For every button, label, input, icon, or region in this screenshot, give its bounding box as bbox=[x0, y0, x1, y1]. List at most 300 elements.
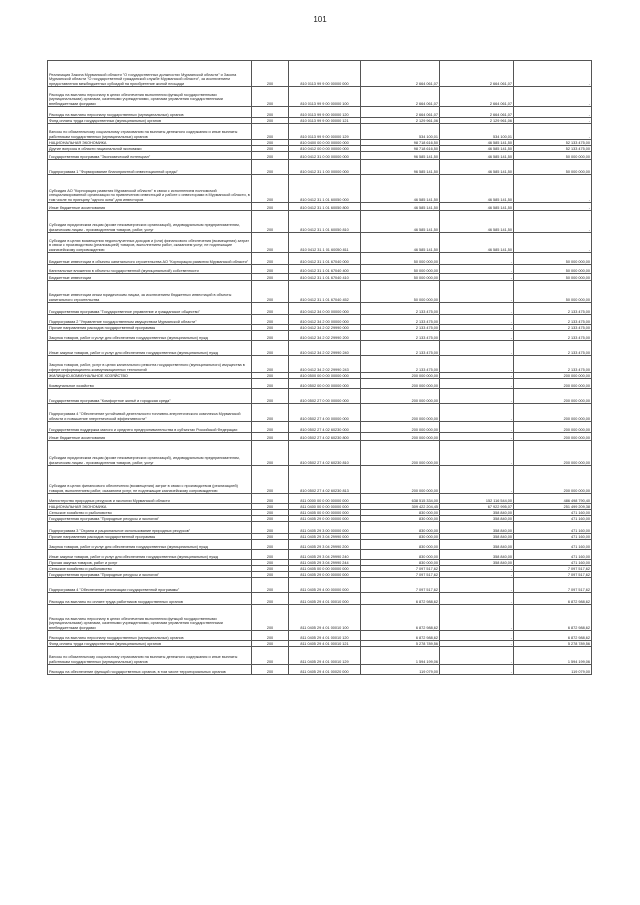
row-code-cell: 811 0400 00 0 00 00000 000 bbox=[289, 504, 361, 510]
row-sum-1-cell: 830 000,00 bbox=[361, 540, 440, 550]
row-sum-2-cell: - bbox=[440, 356, 514, 373]
row-name-cell: Подпрограмма 4 "Обеспечение реализации государственной программы" bbox=[48, 578, 252, 593]
row-ved-cell: 200 bbox=[252, 504, 289, 510]
row-code-cell: 810 0412 31 1 01 60050 810 bbox=[289, 211, 361, 233]
row-sum-2-cell: 358 840,00 bbox=[440, 522, 514, 534]
row-sum-2-cell: - bbox=[440, 466, 514, 494]
row-code-cell: 811 0405 29 3 04 29990 244 bbox=[289, 560, 361, 566]
row-sum-2-cell: 358 840,00 bbox=[440, 550, 514, 560]
row-code-cell: 810 0113 99 9 00 00000 129 bbox=[289, 124, 361, 140]
row-code-cell: 810 0502 27 4 02 60230 813 bbox=[289, 466, 361, 494]
row-ved-cell: 200 bbox=[252, 107, 289, 118]
row-code-cell: 810 0400 00 0 00 00000 000 bbox=[289, 140, 361, 146]
row-sum-1-cell: 50 000 000,00 bbox=[361, 265, 440, 274]
row-sum-2-cell: 46 585 141,50 bbox=[440, 146, 514, 152]
row-sum-1-cell: 830 000,00 bbox=[361, 510, 440, 516]
row-sum-3-cell: - bbox=[514, 87, 592, 107]
row-ved-cell: 200 bbox=[252, 140, 289, 146]
table-row bbox=[48, 265, 592, 274]
row-code-cell: 810 0412 31 1 01 67040 452 bbox=[289, 281, 361, 303]
table-row bbox=[48, 203, 592, 211]
table-row bbox=[48, 593, 592, 605]
table-row bbox=[48, 631, 592, 641]
row-sum-2-cell: - bbox=[440, 281, 514, 303]
row-ved-cell: 200 bbox=[252, 175, 289, 203]
row-ved-cell: 200 bbox=[252, 572, 289, 578]
row-sum-1-cell: 830 000,00 bbox=[361, 534, 440, 540]
row-code-cell: 810 0502 27 0 00 00000 000 bbox=[289, 389, 361, 404]
row-sum-2-cell: - bbox=[440, 593, 514, 605]
row-sum-2-cell: - bbox=[440, 605, 514, 631]
row-ved-cell: 200 bbox=[252, 433, 289, 441]
row-ved-cell: 200 bbox=[252, 274, 289, 281]
row-name-cell: Подпрограмма 4 "Обеспечение устойчивой деятельности топливно-энергетического комплекса Мурманской области и повышение энергетической эффективности" bbox=[48, 404, 252, 422]
budget-table bbox=[47, 60, 592, 675]
row-sum-2-cell: - bbox=[440, 315, 514, 325]
row-sum-2-cell: 46 585 141,50 bbox=[440, 160, 514, 175]
row-code-cell: 810 0113 99 9 00 00000 120 bbox=[289, 107, 361, 118]
row-sum-2-cell: - bbox=[440, 641, 514, 647]
row-code-cell: 810 0113 99 9 00 00000 000 bbox=[289, 61, 361, 87]
row-ved-cell: 200 bbox=[252, 631, 289, 641]
row-code-cell: 810 0412 31 1 01 60050 000 bbox=[289, 175, 361, 203]
row-sum-2-cell: - bbox=[440, 331, 514, 341]
table-row bbox=[48, 665, 592, 675]
row-sum-1-cell: 50 000 000,00 bbox=[361, 253, 440, 265]
table-row bbox=[48, 605, 592, 631]
row-sum-1-cell: 830 000,00 bbox=[361, 516, 440, 522]
row-name-cell: Подпрограмма 2 "Управление государственным имуществом Мурманской области" bbox=[48, 315, 252, 325]
row-name-cell: Фонд оплаты труда государственных (муниципальных) органов bbox=[48, 641, 252, 647]
row-sum-2-cell: - bbox=[440, 404, 514, 422]
table-row bbox=[48, 422, 592, 433]
row-sum-2-cell: - bbox=[440, 441, 514, 466]
row-sum-2-cell: - bbox=[440, 647, 514, 665]
row-sum-3-cell: 2 133 475,00 bbox=[514, 315, 592, 325]
row-sum-3-cell: 200 000 000,00 bbox=[514, 379, 592, 389]
row-sum-3-cell: 7 097 517,62 bbox=[514, 572, 592, 578]
table-row bbox=[48, 341, 592, 356]
row-code-cell: 810 0113 99 9 00 00000 100 bbox=[289, 87, 361, 107]
row-sum-3-cell: 1 594 199,06 bbox=[514, 647, 592, 665]
row-ved-cell: 200 bbox=[252, 466, 289, 494]
row-name-cell: Иные закупки товаров, работ и услуг для обеспечения государственных (муниципальных) нужд bbox=[48, 341, 252, 356]
row-sum-1-cell: 5 278 789,56 bbox=[361, 641, 440, 647]
row-code-cell: 811 0405 29 3 04 29990 200 bbox=[289, 540, 361, 550]
row-name-cell: Расходы на выплаты персоналу в целях обеспечения выполнения функций государственными (муниципальными) органами, казенными учреждениями, органами управления государственными внебюджетными фондами bbox=[48, 605, 252, 631]
row-sum-3-cell: 50 000 000,00 bbox=[514, 152, 592, 160]
row-code-cell: 811 0405 29 4 01 00010 120 bbox=[289, 631, 361, 641]
table-row bbox=[48, 494, 592, 504]
row-sum-3-cell: 471 160,00 bbox=[514, 516, 592, 522]
row-sum-2-cell: - bbox=[440, 325, 514, 331]
table-row bbox=[48, 87, 592, 107]
row-code-cell: 810 0502 27 4 02 60230 800 bbox=[289, 433, 361, 441]
table-row bbox=[48, 175, 592, 203]
row-sum-2-cell: - bbox=[440, 274, 514, 281]
row-sum-1-cell: 98 718 616,50 bbox=[361, 146, 440, 152]
table-row bbox=[48, 253, 592, 265]
row-sum-1-cell: 830 000,00 bbox=[361, 560, 440, 566]
row-name-cell: Прочие направления расходов государственной программы bbox=[48, 534, 252, 540]
row-sum-2-cell: 46 585 141,50 bbox=[440, 152, 514, 160]
table-row bbox=[48, 152, 592, 160]
row-sum-3-cell: 6 872 988,62 bbox=[514, 631, 592, 641]
row-name-cell: Прочие направления расходов государственной программы bbox=[48, 325, 252, 331]
row-sum-1-cell: 46 585 141,50 bbox=[361, 203, 440, 211]
row-sum-3-cell: 119 079,00 bbox=[514, 665, 592, 675]
row-ved-cell: 200 bbox=[252, 203, 289, 211]
row-ved-cell: 200 bbox=[252, 211, 289, 233]
row-sum-1-cell: 2 664 061,07 bbox=[361, 61, 440, 87]
row-sum-3-cell: 2 133 475,00 bbox=[514, 331, 592, 341]
row-sum-3-cell: 471 160,00 bbox=[514, 510, 592, 516]
row-ved-cell: 200 bbox=[252, 315, 289, 325]
row-sum-3-cell: - bbox=[514, 118, 592, 124]
row-ved-cell: 200 bbox=[252, 578, 289, 593]
row-sum-3-cell: 471 160,00 bbox=[514, 560, 592, 566]
row-name-cell: Расходы на выплаты по оплате труда работников государственных органов bbox=[48, 593, 252, 605]
table-row bbox=[48, 356, 592, 373]
row-sum-2-cell: 67 922 995,07 bbox=[440, 504, 514, 510]
row-sum-2-cell: 534 100,01 bbox=[440, 124, 514, 140]
row-code-cell: 811 0405 00 0 00 00000 000 bbox=[289, 566, 361, 572]
row-sum-2-cell: - bbox=[440, 665, 514, 675]
row-sum-1-cell: 2 133 475,00 bbox=[361, 315, 440, 325]
row-code-cell: 810 0502 00 0 00 00000 000 bbox=[289, 379, 361, 389]
row-code-cell: 811 0405 00 0 00 00000 000 bbox=[289, 510, 361, 516]
row-name-cell: Прочая закупка товаров, работ и услуг bbox=[48, 560, 252, 566]
row-code-cell: 811 0405 29 0 00 00000 000 bbox=[289, 516, 361, 522]
table-row bbox=[48, 534, 592, 540]
row-sum-2-cell: - bbox=[440, 303, 514, 315]
row-sum-1-cell: 7 097 517,62 bbox=[361, 566, 440, 572]
row-sum-2-cell: 2 664 061,07 bbox=[440, 87, 514, 107]
row-sum-3-cell: 50 000 000,00 bbox=[514, 160, 592, 175]
row-sum-3-cell: - bbox=[514, 233, 592, 253]
row-name-cell: Взносы по обязательному социальному страхованию на выплаты денежного содержания и иные выплаты работникам государственных (муниципальных) органов bbox=[48, 124, 252, 140]
row-sum-2-cell: - bbox=[440, 422, 514, 433]
row-ved-cell: 200 bbox=[252, 152, 289, 160]
row-ved-cell: 200 bbox=[252, 593, 289, 605]
row-sum-2-cell: 2 664 061,07 bbox=[440, 61, 514, 87]
table-row bbox=[48, 118, 592, 124]
row-sum-1-cell: 50 000 000,00 bbox=[361, 281, 440, 303]
row-ved-cell: 200 bbox=[252, 356, 289, 373]
row-ved-cell: 200 bbox=[252, 265, 289, 274]
row-sum-2-cell: - bbox=[440, 566, 514, 572]
row-name-cell: Подпрограмма 3 "Охрана и рациональное использование природных ресурсов" bbox=[48, 522, 252, 534]
row-ved-cell: 200 bbox=[252, 647, 289, 665]
table-row bbox=[48, 522, 592, 534]
row-sum-3-cell: 7 097 517,62 bbox=[514, 578, 592, 593]
row-sum-3-cell: 2 133 475,00 bbox=[514, 356, 592, 373]
page-number: 101 bbox=[313, 15, 327, 24]
row-sum-3-cell: 2 133 475,00 bbox=[514, 325, 592, 331]
row-name-cell: Субсидии в целях финансового обеспечения (возмещения) затрат в связи с производством (реализацией) товаров, выполнением работ, оказанием услуг, не подлежащие казначейскому сопровождению bbox=[48, 466, 252, 494]
table-row bbox=[48, 404, 592, 422]
row-code-cell: 810 0502 27 4 02 60230 810 bbox=[289, 441, 361, 466]
row-name-cell: Бюджетные инвестиции иным юридическим лицам, за исключением бюджетных инвестиций в объекты капитального строительства bbox=[48, 281, 252, 303]
row-name-cell: Сельское хозяйство и рыболовство bbox=[48, 566, 252, 572]
row-sum-2-cell: 46 585 141,50 bbox=[440, 175, 514, 203]
row-sum-3-cell: 52 133 475,00 bbox=[514, 140, 592, 146]
table-row bbox=[48, 303, 592, 315]
row-sum-3-cell: 5 278 789,56 bbox=[514, 641, 592, 647]
row-name-cell: Бюджетные инвестиции в объекты капитального строительства АО "Корпорация развития Мурманской области" bbox=[48, 253, 252, 265]
row-sum-2-cell: 152 116 544,00 bbox=[440, 494, 514, 504]
row-sum-1-cell: 2 133 475,00 bbox=[361, 325, 440, 331]
row-sum-1-cell: 119 079,00 bbox=[361, 665, 440, 675]
row-sum-2-cell: - bbox=[440, 373, 514, 379]
row-ved-cell: 200 bbox=[252, 641, 289, 647]
row-name-cell: Бюджетные инвестиции bbox=[48, 274, 252, 281]
row-sum-3-cell: 200 000 000,00 bbox=[514, 373, 592, 379]
row-sum-3-cell: 200 000 000,00 bbox=[514, 466, 592, 494]
row-sum-1-cell: 2 133 475,00 bbox=[361, 331, 440, 341]
table-row bbox=[48, 540, 592, 550]
row-code-cell: 810 0412 31 1 01 60050 800 bbox=[289, 203, 361, 211]
row-ved-cell: 200 bbox=[252, 331, 289, 341]
table-row bbox=[48, 124, 592, 140]
row-sum-1-cell: 96 585 141,50 bbox=[361, 160, 440, 175]
row-ved-cell: 200 bbox=[252, 281, 289, 303]
row-name-cell: Другие вопросы в области национальной экономики bbox=[48, 146, 252, 152]
row-sum-1-cell: 2 133 475,00 bbox=[361, 303, 440, 315]
row-sum-3-cell: 50 000 000,00 bbox=[514, 274, 592, 281]
row-sum-1-cell: 6 872 988,62 bbox=[361, 593, 440, 605]
row-name-cell: Государственная программа "Природные ресурсы и экология" bbox=[48, 516, 252, 522]
row-ved-cell: 200 bbox=[252, 61, 289, 87]
table-row bbox=[48, 550, 592, 560]
row-ved-cell: 200 bbox=[252, 87, 289, 107]
row-name-cell: Реализация Закона Мурманской области "О государственных должностях Мурманской области" и Закона Мурманской области "О государственной гражданской службе Мурманской области", за исключением предоставления межбюджетных субсидий на приобретение жилой площади bbox=[48, 61, 252, 87]
row-name-cell: Государственная программа "Экономический потенциал" bbox=[48, 152, 252, 160]
row-sum-3-cell: - bbox=[514, 124, 592, 140]
table-row bbox=[48, 211, 592, 233]
row-sum-3-cell: 2 133 475,00 bbox=[514, 303, 592, 315]
row-code-cell: 810 0412 00 0 00 00000 000 bbox=[289, 146, 361, 152]
row-sum-1-cell: 2 129 961,06 bbox=[361, 118, 440, 124]
row-code-cell: 811 0405 29 3 04 29990 000 bbox=[289, 534, 361, 540]
row-sum-2-cell: - bbox=[440, 631, 514, 641]
row-sum-1-cell: 6 872 988,62 bbox=[361, 631, 440, 641]
row-code-cell: 810 0412 34 2 02 29990 240 bbox=[289, 341, 361, 356]
table-row bbox=[48, 61, 592, 87]
row-name-cell: Фонд оплаты труда государственных (муниципальных) органов bbox=[48, 118, 252, 124]
row-sum-1-cell: 200 000 000,00 bbox=[361, 433, 440, 441]
row-sum-1-cell: 98 718 616,50 bbox=[361, 140, 440, 146]
row-sum-1-cell: 6 872 988,62 bbox=[361, 605, 440, 631]
row-sum-3-cell: 200 000 000,00 bbox=[514, 389, 592, 404]
row-sum-1-cell: 2 664 061,07 bbox=[361, 87, 440, 107]
row-sum-2-cell: - bbox=[440, 389, 514, 404]
table-row bbox=[48, 647, 592, 665]
row-sum-2-cell: - bbox=[440, 578, 514, 593]
row-name-cell: Субсидии в целях возмещения недополученных доходов и (или) финансового обеспечения (возмещения) затрат в связи с производством (реализацией) товаров, выполнением работ, оказанием услуг, не подлежащие казначейскому сопровождению bbox=[48, 233, 252, 253]
row-sum-2-cell: - bbox=[440, 253, 514, 265]
row-name-cell: Государственная программа "Природные ресурсы и экология" bbox=[48, 572, 252, 578]
row-name-cell: Закупка товаров, работ, услуг в целях капитального ремонта государственного (муниципального) имущества в сфере информационно-коммуникационных технологий bbox=[48, 356, 252, 373]
row-sum-1-cell: 7 097 517,62 bbox=[361, 578, 440, 593]
row-sum-2-cell: 358 840,00 bbox=[440, 534, 514, 540]
row-name-cell: Расходы на обеспечение функций государственных органов, в том числе территориальных органов bbox=[48, 665, 252, 675]
row-code-cell: 810 0412 34 2 02 29990 000 bbox=[289, 325, 361, 331]
row-sum-1-cell: 830 000,00 bbox=[361, 522, 440, 534]
row-code-cell: 810 0500 00 0 00 00000 000 bbox=[289, 373, 361, 379]
row-sum-2-cell: 46 585 141,50 bbox=[440, 211, 514, 233]
row-code-cell: 810 0412 34 2 02 29990 243 bbox=[289, 356, 361, 373]
row-ved-cell: 200 bbox=[252, 325, 289, 331]
row-name-cell: НАЦИОНАЛЬНАЯ ЭКОНОМИКА bbox=[48, 140, 252, 146]
row-sum-3-cell: 251 499 209,38 bbox=[514, 504, 592, 510]
table-row bbox=[48, 433, 592, 441]
row-code-cell: 811 0405 29 4 00 00000 000 bbox=[289, 578, 361, 593]
row-ved-cell: 200 bbox=[252, 373, 289, 379]
row-sum-2-cell: - bbox=[440, 341, 514, 356]
row-name-cell: Иные бюджетные ассигнования bbox=[48, 433, 252, 441]
row-sum-1-cell: 200 000 000,00 bbox=[361, 389, 440, 404]
row-sum-3-cell: 6 872 988,62 bbox=[514, 593, 592, 605]
row-sum-2-cell: - bbox=[440, 572, 514, 578]
row-ved-cell: 200 bbox=[252, 494, 289, 504]
table-row bbox=[48, 146, 592, 152]
row-sum-3-cell: 471 160,00 bbox=[514, 522, 592, 534]
row-name-cell: Расходы на выплаты персоналу государственных (муниципальных) органов bbox=[48, 107, 252, 118]
row-name-cell: Иные закупки товаров, работ и услуг для обеспечения государственных (муниципальных) нужд bbox=[48, 550, 252, 560]
row-code-cell: 811 0405 29 3 00 00000 000 bbox=[289, 522, 361, 534]
row-name-cell: НАЦИОНАЛЬНАЯ ЭКОНОМИКА bbox=[48, 504, 252, 510]
row-code-cell: 811 0405 29 4 01 00020 000 bbox=[289, 665, 361, 675]
row-sum-3-cell: 50 000 000,00 bbox=[514, 265, 592, 274]
table-row bbox=[48, 389, 592, 404]
table-row bbox=[48, 466, 592, 494]
row-sum-1-cell: 46 585 141,50 bbox=[361, 211, 440, 233]
row-ved-cell: 200 bbox=[252, 560, 289, 566]
row-sum-1-cell: 96 585 141,50 bbox=[361, 152, 440, 160]
row-sum-1-cell: 830 000,00 bbox=[361, 550, 440, 560]
row-sum-3-cell: 471 160,00 bbox=[514, 540, 592, 550]
row-code-cell: 810 0412 31 1 00 00000 000 bbox=[289, 160, 361, 175]
table-row bbox=[48, 315, 592, 325]
row-sum-3-cell: 200 000 000,00 bbox=[514, 433, 592, 441]
row-sum-1-cell: 46 585 141,50 bbox=[361, 175, 440, 203]
row-sum-3-cell: 486 498 790,40 bbox=[514, 494, 592, 504]
row-sum-1-cell: 200 000 000,00 bbox=[361, 373, 440, 379]
row-ved-cell: 200 bbox=[252, 124, 289, 140]
row-sum-3-cell: 52 133 475,00 bbox=[514, 146, 592, 152]
row-ved-cell: 200 bbox=[252, 540, 289, 550]
row-code-cell: 810 0412 34 2 02 29990 200 bbox=[289, 331, 361, 341]
row-sum-2-cell: 2 129 961,06 bbox=[440, 118, 514, 124]
row-name-cell: Подпрограмма 1 "Формирование благоприятной инвестиционной среды" bbox=[48, 160, 252, 175]
row-sum-3-cell: 200 000 000,00 bbox=[514, 422, 592, 433]
row-sum-1-cell: 200 000 000,00 bbox=[361, 379, 440, 389]
row-sum-3-cell: 200 000 000,00 bbox=[514, 441, 592, 466]
row-ved-cell: 200 bbox=[252, 389, 289, 404]
row-code-cell: 810 0412 34 0 00 00000 000 bbox=[289, 303, 361, 315]
table-row bbox=[48, 274, 592, 281]
row-code-cell: 811 0405 29 4 01 00010 100 bbox=[289, 605, 361, 631]
row-name-cell: Министерство природных ресурсов и экологии Мурманской области bbox=[48, 494, 252, 504]
row-ved-cell: 200 bbox=[252, 510, 289, 516]
row-sum-3-cell: 50 000 000,00 bbox=[514, 281, 592, 303]
row-name-cell: Субсидия АО "Корпорация развития Мурманской области" в связи с исполнением полномочий специализированной организации по привлечению инвестиций и работе с инвесторами в Мурманской области, в том числе по принципу "одного окна" для инвесторов bbox=[48, 175, 252, 203]
row-sum-2-cell: 2 664 061,07 bbox=[440, 107, 514, 118]
row-sum-2-cell: - bbox=[440, 433, 514, 441]
row-ved-cell: 200 bbox=[252, 341, 289, 356]
row-sum-1-cell: 638 515 334,00 bbox=[361, 494, 440, 504]
row-code-cell: 810 0412 31 1 01 67040 400 bbox=[289, 265, 361, 274]
row-ved-cell: 200 bbox=[252, 118, 289, 124]
row-sum-1-cell: 2 664 061,07 bbox=[361, 107, 440, 118]
row-name-cell: Расходы на выплаты персоналу в целях обеспечения выполнения функций государственными (муниципальными) органами, казенными учреждениями, органами управления государственными внебюджетными фондами bbox=[48, 87, 252, 107]
row-name-cell: Коммунальное хозяйство bbox=[48, 379, 252, 389]
table-row bbox=[48, 160, 592, 175]
row-name-cell: Расходы на выплаты персоналу государственных (муниципальных) органов bbox=[48, 631, 252, 641]
row-code-cell: 810 0113 99 9 00 00000 121 bbox=[289, 118, 361, 124]
table-row bbox=[48, 379, 592, 389]
row-name-cell: ЖИЛИЩНО-КОММУНАЛЬНОЕ ХОЗЯЙСТВО bbox=[48, 373, 252, 379]
row-sum-1-cell: 7 097 517,62 bbox=[361, 572, 440, 578]
row-name-cell: Государственная поддержка малого и среднего предпринимательства в субъектах Российской Федерации bbox=[48, 422, 252, 433]
row-sum-2-cell: 358 840,00 bbox=[440, 540, 514, 550]
row-code-cell: 811 0405 29 3 04 29990 240 bbox=[289, 550, 361, 560]
row-ved-cell: 200 bbox=[252, 605, 289, 631]
row-ved-cell: 200 bbox=[252, 665, 289, 675]
row-code-cell: 811 0405 29 4 01 00010 000 bbox=[289, 593, 361, 605]
row-sum-2-cell: 46 585 141,50 bbox=[440, 140, 514, 146]
row-name-cell: Капитальные вложения в объекты государственной (муниципальной) собственности bbox=[48, 265, 252, 274]
row-ved-cell: 200 bbox=[252, 566, 289, 572]
table-row bbox=[48, 281, 592, 303]
row-sum-1-cell: 2 133 475,00 bbox=[361, 341, 440, 356]
row-sum-2-cell: - bbox=[440, 265, 514, 274]
row-sum-1-cell: 534 100,01 bbox=[361, 124, 440, 140]
row-code-cell: 810 0412 31 0 00 00000 000 bbox=[289, 152, 361, 160]
row-code-cell: 810 0502 27 4 02 60230 000 bbox=[289, 422, 361, 433]
row-name-cell: Государственная программа "Государственное управление и гражданское общество" bbox=[48, 303, 252, 315]
row-code-cell: 810 0412 31 1 01 67040 410 bbox=[289, 274, 361, 281]
row-sum-1-cell: 2 133 475,00 bbox=[361, 356, 440, 373]
row-sum-3-cell: - bbox=[514, 61, 592, 87]
budget-table-body bbox=[48, 61, 592, 675]
row-code-cell: 810 0412 34 2 00 00000 000 bbox=[289, 315, 361, 325]
table-row bbox=[48, 578, 592, 593]
row-ved-cell: 200 bbox=[252, 522, 289, 534]
row-ved-cell: 200 bbox=[252, 534, 289, 540]
table-row bbox=[48, 516, 592, 522]
row-ved-cell: 200 bbox=[252, 379, 289, 389]
row-ved-cell: 200 bbox=[252, 550, 289, 560]
table-row bbox=[48, 331, 592, 341]
row-ved-cell: 200 bbox=[252, 516, 289, 522]
table-row bbox=[48, 107, 592, 118]
row-code-cell: 810 0412 31 1 01 67040 000 bbox=[289, 253, 361, 265]
row-sum-3-cell: 200 000 000,00 bbox=[514, 404, 592, 422]
row-sum-3-cell: 6 872 988,62 bbox=[514, 605, 592, 631]
table-row bbox=[48, 233, 592, 253]
row-sum-3-cell: - bbox=[514, 211, 592, 233]
row-ved-cell: 200 bbox=[252, 253, 289, 265]
row-name-cell: Иные бюджетные ассигнования bbox=[48, 203, 252, 211]
row-sum-1-cell: 200 000 000,00 bbox=[361, 422, 440, 433]
row-name-cell: Сельское хозяйство и рыболовство bbox=[48, 510, 252, 516]
row-name-cell: Взносы по обязательному социальному страхованию на выплаты денежного содержания и иные выплаты работникам государственных (муниципальных) органов bbox=[48, 647, 252, 665]
row-name-cell: Закупка товаров, работ и услуг для обеспечения государственных (муниципальных) нужд bbox=[48, 540, 252, 550]
row-code-cell: 811 0405 29 0 00 00000 000 bbox=[289, 572, 361, 578]
row-sum-3-cell: 50 000 000,00 bbox=[514, 253, 592, 265]
